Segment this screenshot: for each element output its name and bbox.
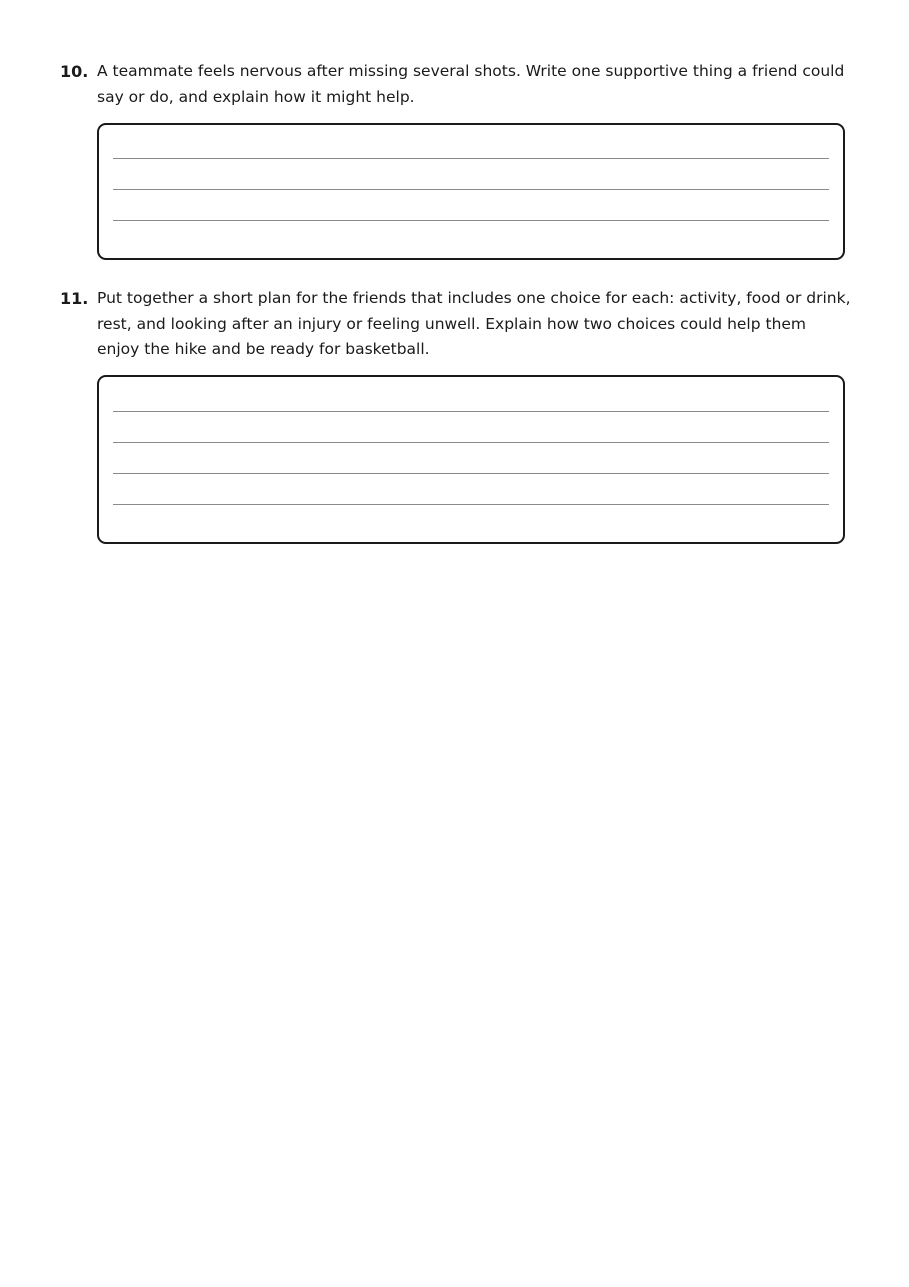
question-number: 11. bbox=[60, 289, 89, 308]
answer-line bbox=[113, 158, 829, 159]
answer-line bbox=[113, 189, 829, 190]
question-10 bbox=[60, 59, 860, 111]
question-11 bbox=[60, 286, 860, 364]
answer-box-10[interactable] bbox=[97, 123, 845, 260]
answer-line bbox=[113, 442, 829, 443]
question-text: A teammate feels nervous after missing several shots. Write one supportive thing a friend could say or do, and explain how it might help. bbox=[97, 62, 845, 106]
answer-line bbox=[113, 220, 829, 221]
answer-line bbox=[113, 473, 829, 474]
question-text: Put together a short plan for the friends that includes one choice for each: activity, food or drink, rest, and looking after an injury or feeling unwell. Explain how two choices could help them enjoy the hike and be ready for basketball. bbox=[97, 289, 851, 358]
answer-line bbox=[113, 504, 829, 505]
question-number: 10. bbox=[60, 62, 89, 81]
answer-line bbox=[113, 411, 829, 412]
answer-box-11[interactable] bbox=[97, 375, 845, 544]
